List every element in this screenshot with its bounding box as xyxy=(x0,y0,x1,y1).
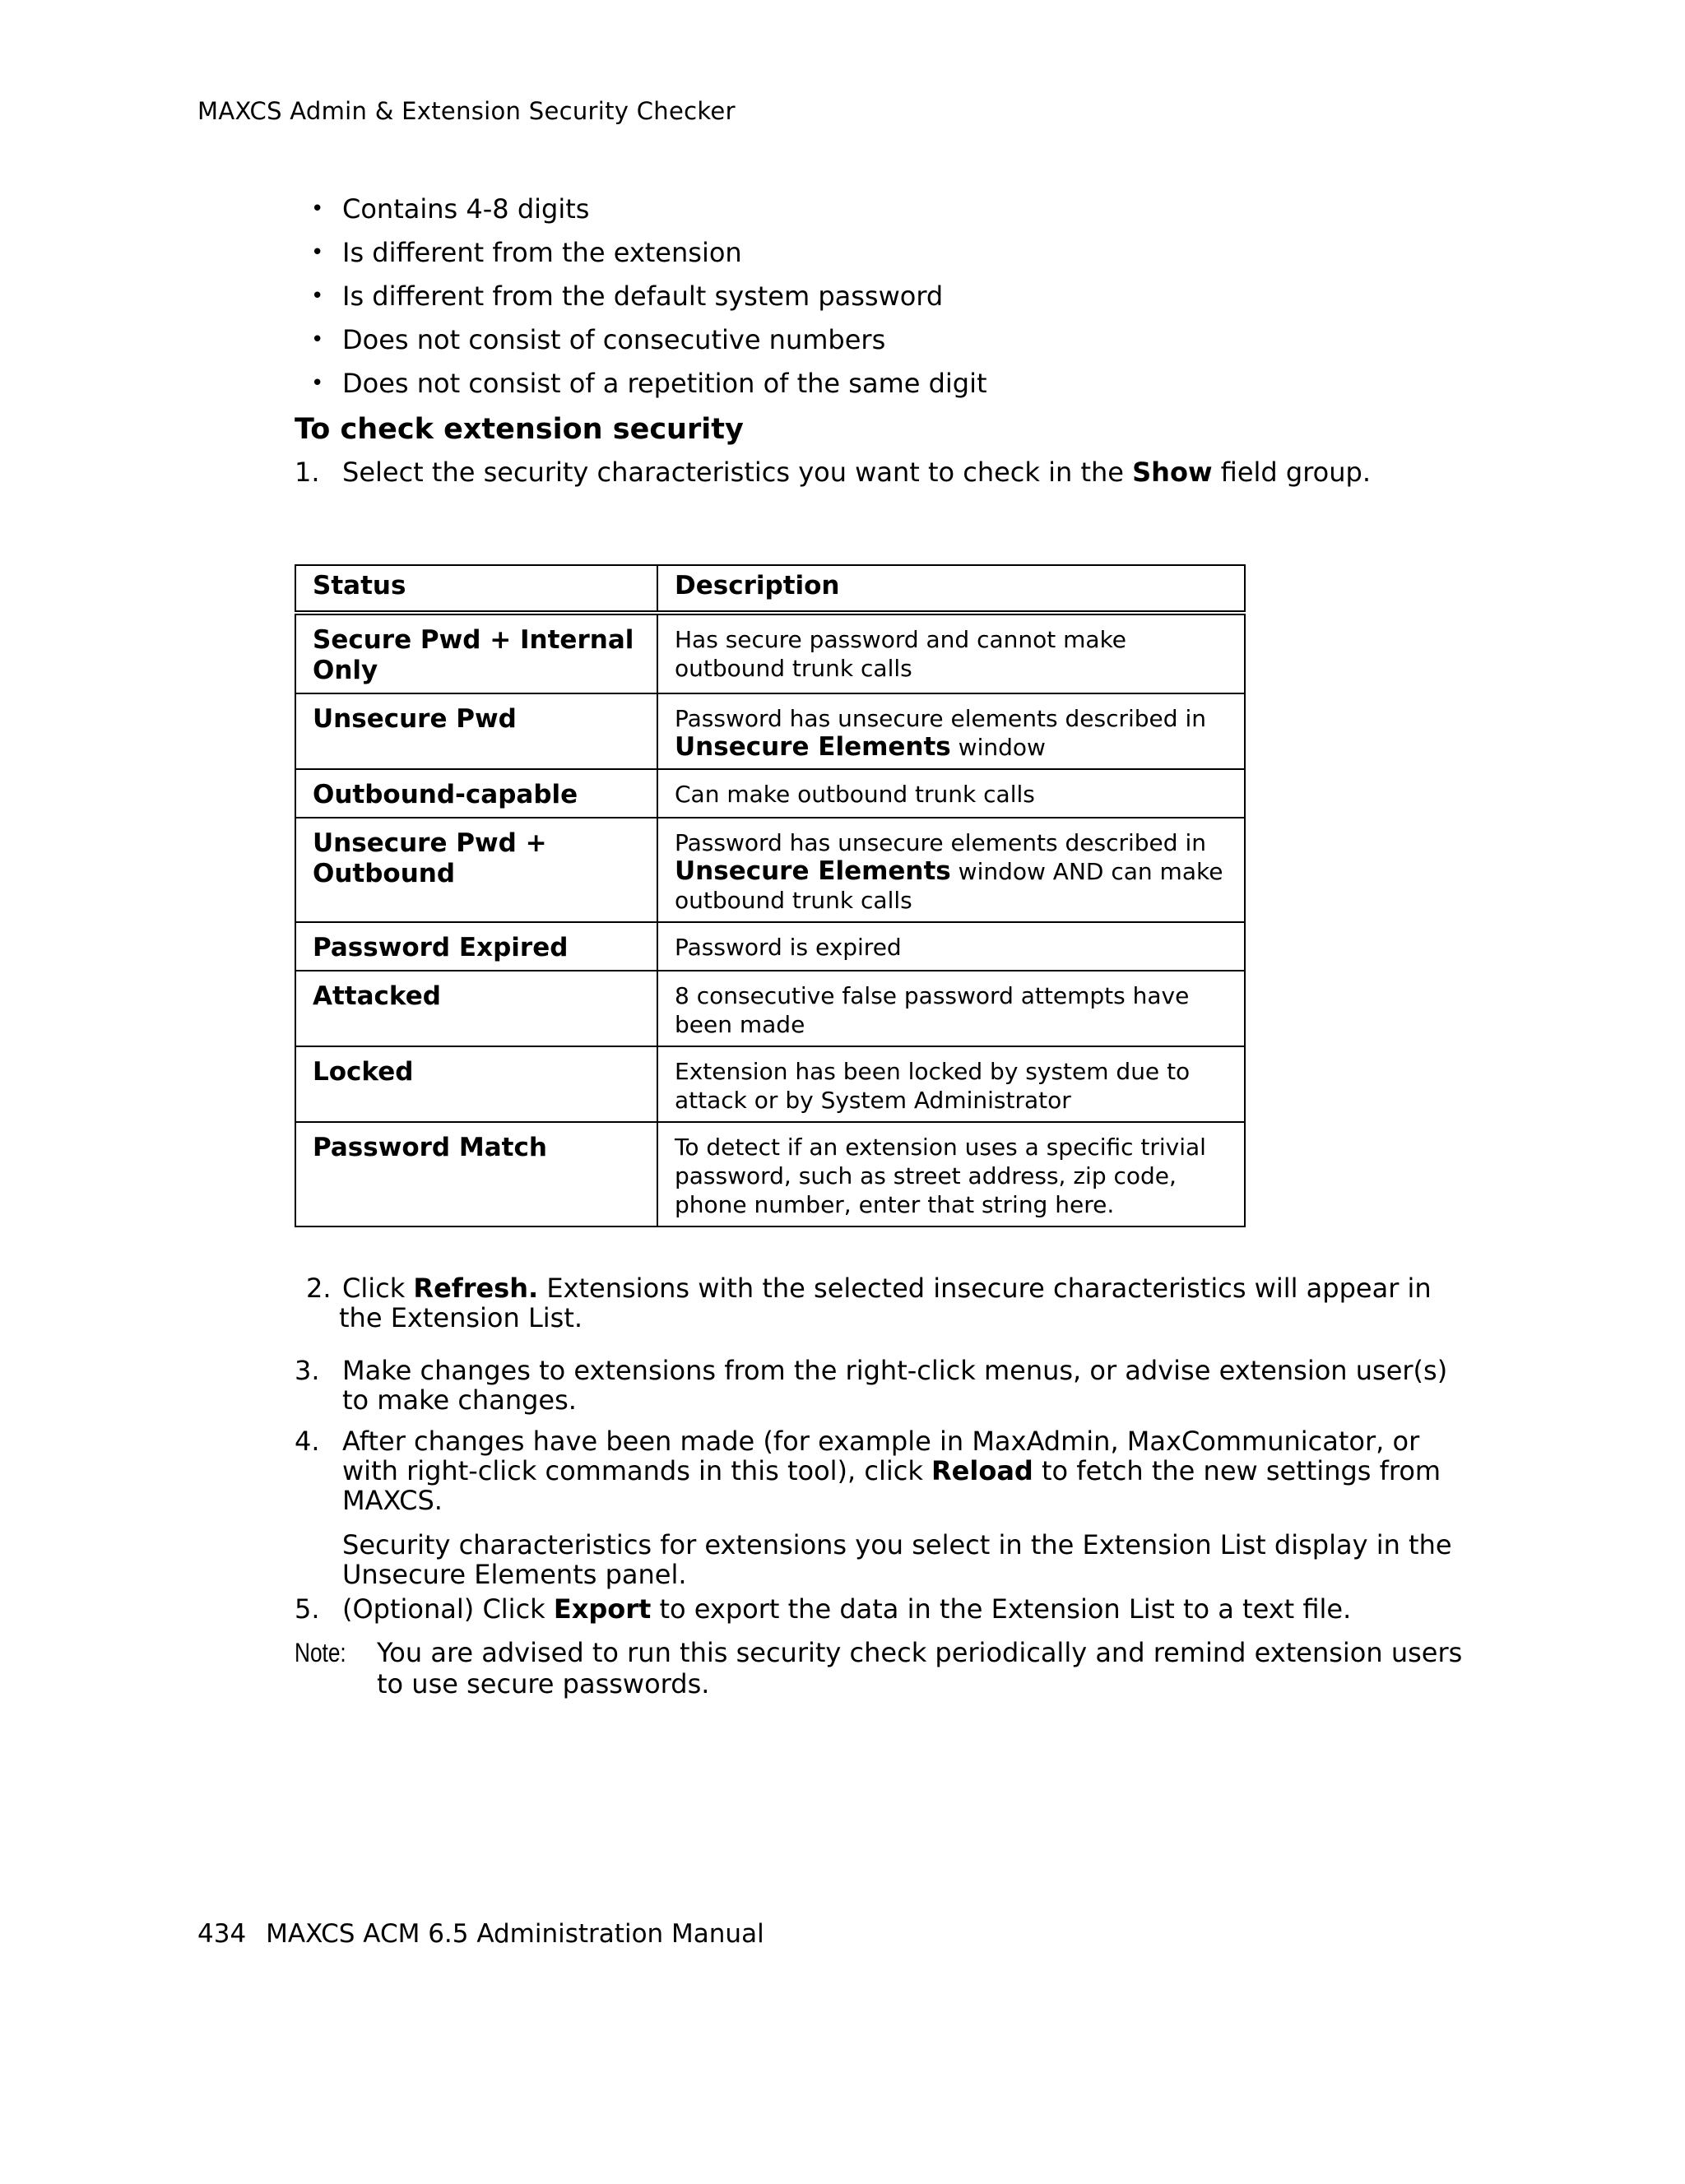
reload-term: Reload xyxy=(931,1455,1033,1486)
list-item-text: Is different from the extension xyxy=(342,237,742,268)
status-cell: Unsecure Pwd xyxy=(295,693,657,769)
export-term: Export xyxy=(553,1593,652,1625)
step-number: 1. xyxy=(295,457,320,488)
description-cell: Can make outbound trunk calls xyxy=(657,769,1245,818)
page-footer xyxy=(197,1919,764,1949)
password-rules-list xyxy=(311,188,987,406)
step-text: After changes have been made (for example in MaxAdmin, MaxCommunicator, or xyxy=(342,1426,1420,1457)
note-text: You are advised to run this security check periodically and remind extension users xyxy=(377,1637,1463,1668)
list-item xyxy=(311,318,987,362)
step-text-continued: to make changes. xyxy=(342,1384,577,1416)
status-cell: Locked xyxy=(295,1046,657,1122)
table-row xyxy=(295,1046,1245,1122)
table-row xyxy=(295,613,1245,693)
step-text-continued: with right-click commands in this tool), click Reload to fetch the new settings from xyxy=(342,1455,1441,1486)
section-title: To check extension security xyxy=(295,413,744,446)
column-header-description: Description xyxy=(657,565,1245,613)
table-header-row xyxy=(295,565,1245,613)
step-number: 4. xyxy=(295,1426,320,1457)
description-cell: Password is expired xyxy=(657,922,1245,971)
table-row xyxy=(295,1122,1245,1226)
bullet-icon: • xyxy=(311,371,324,396)
table-row xyxy=(295,769,1245,818)
table-row xyxy=(295,693,1245,769)
status-cell: Unsecure Pwd + Outbound xyxy=(295,818,657,922)
description-cell: Password has unsecure elements described in Unsecure Elements window xyxy=(657,693,1245,769)
list-item xyxy=(311,231,987,275)
step-number: 3. xyxy=(295,1355,320,1386)
step-paragraph-continued: Unsecure Elements panel. xyxy=(342,1559,687,1590)
bullet-icon: • xyxy=(311,197,324,221)
page-number: 434 xyxy=(197,1919,247,1949)
status-description-table xyxy=(295,564,1246,1227)
list-item xyxy=(311,188,987,231)
bullet-icon: • xyxy=(311,327,324,352)
step-text: Make changes to extensions from the right-click menus, or advise extension user(s) xyxy=(342,1355,1448,1386)
status-cell: Password Match xyxy=(295,1122,657,1226)
note-text-continued: to use secure passwords. xyxy=(377,1668,710,1699)
status-cell: Password Expired xyxy=(295,922,657,971)
step-text-continued: MAXCS. xyxy=(342,1485,443,1516)
list-item-text: Does not consist of consecutive numbers xyxy=(342,324,886,355)
step-number: 2. xyxy=(306,1273,332,1304)
list-item-text: Is different from the default system password xyxy=(342,281,944,312)
bullet-icon: • xyxy=(311,240,324,265)
step-text: Select the security characteristics you want to check in the Show field group. xyxy=(342,457,1371,488)
description-cell: Has secure password and cannot make outbound trunk calls xyxy=(657,613,1245,693)
manual-title: MAXCS ACM 6.5 Administration Manual xyxy=(266,1919,764,1949)
status-cell: Attacked xyxy=(295,971,657,1046)
step-paragraph: Security characteristics for extensions you select in the Extension List display in the xyxy=(342,1529,1452,1560)
status-cell: Secure Pwd + Internal Only xyxy=(295,613,657,693)
description-cell: Extension has been locked by system due to attack or by System Administrator xyxy=(657,1046,1245,1122)
note-label: Note: xyxy=(295,1638,346,1667)
status-cell: Outbound-capable xyxy=(295,769,657,818)
list-item xyxy=(311,362,987,406)
step-text: (Optional) Click Export to export the data in the Extension List to a text file. xyxy=(342,1593,1352,1625)
table-row xyxy=(295,922,1245,971)
step-number: 5. xyxy=(295,1593,320,1625)
table-row xyxy=(295,971,1245,1046)
description-cell: Password has unsecure elements described in Unsecure Elements window AND can make outbound trunk calls xyxy=(657,818,1245,922)
description-cell: 8 consecutive false password attempts have been made xyxy=(657,971,1245,1046)
list-item xyxy=(311,275,987,318)
description-cell: To detect if an extension uses a specific trivial password, such as street address, zip code, phone number, enter that string here. xyxy=(657,1122,1245,1226)
table-row xyxy=(295,818,1245,922)
list-item-text: Contains 4-8 digits xyxy=(342,193,590,225)
step-text: Click Refresh. Extensions with the selected insecure characteristics will appear in xyxy=(342,1273,1432,1304)
list-item-text: Does not consist of a repetition of the same digit xyxy=(342,368,987,399)
step-text-continued: the Extension List. xyxy=(339,1302,583,1333)
column-header-status: Status xyxy=(295,565,657,613)
bullet-icon: • xyxy=(311,284,324,308)
running-header: MAXCS Admin & Extension Security Checker xyxy=(197,97,736,125)
